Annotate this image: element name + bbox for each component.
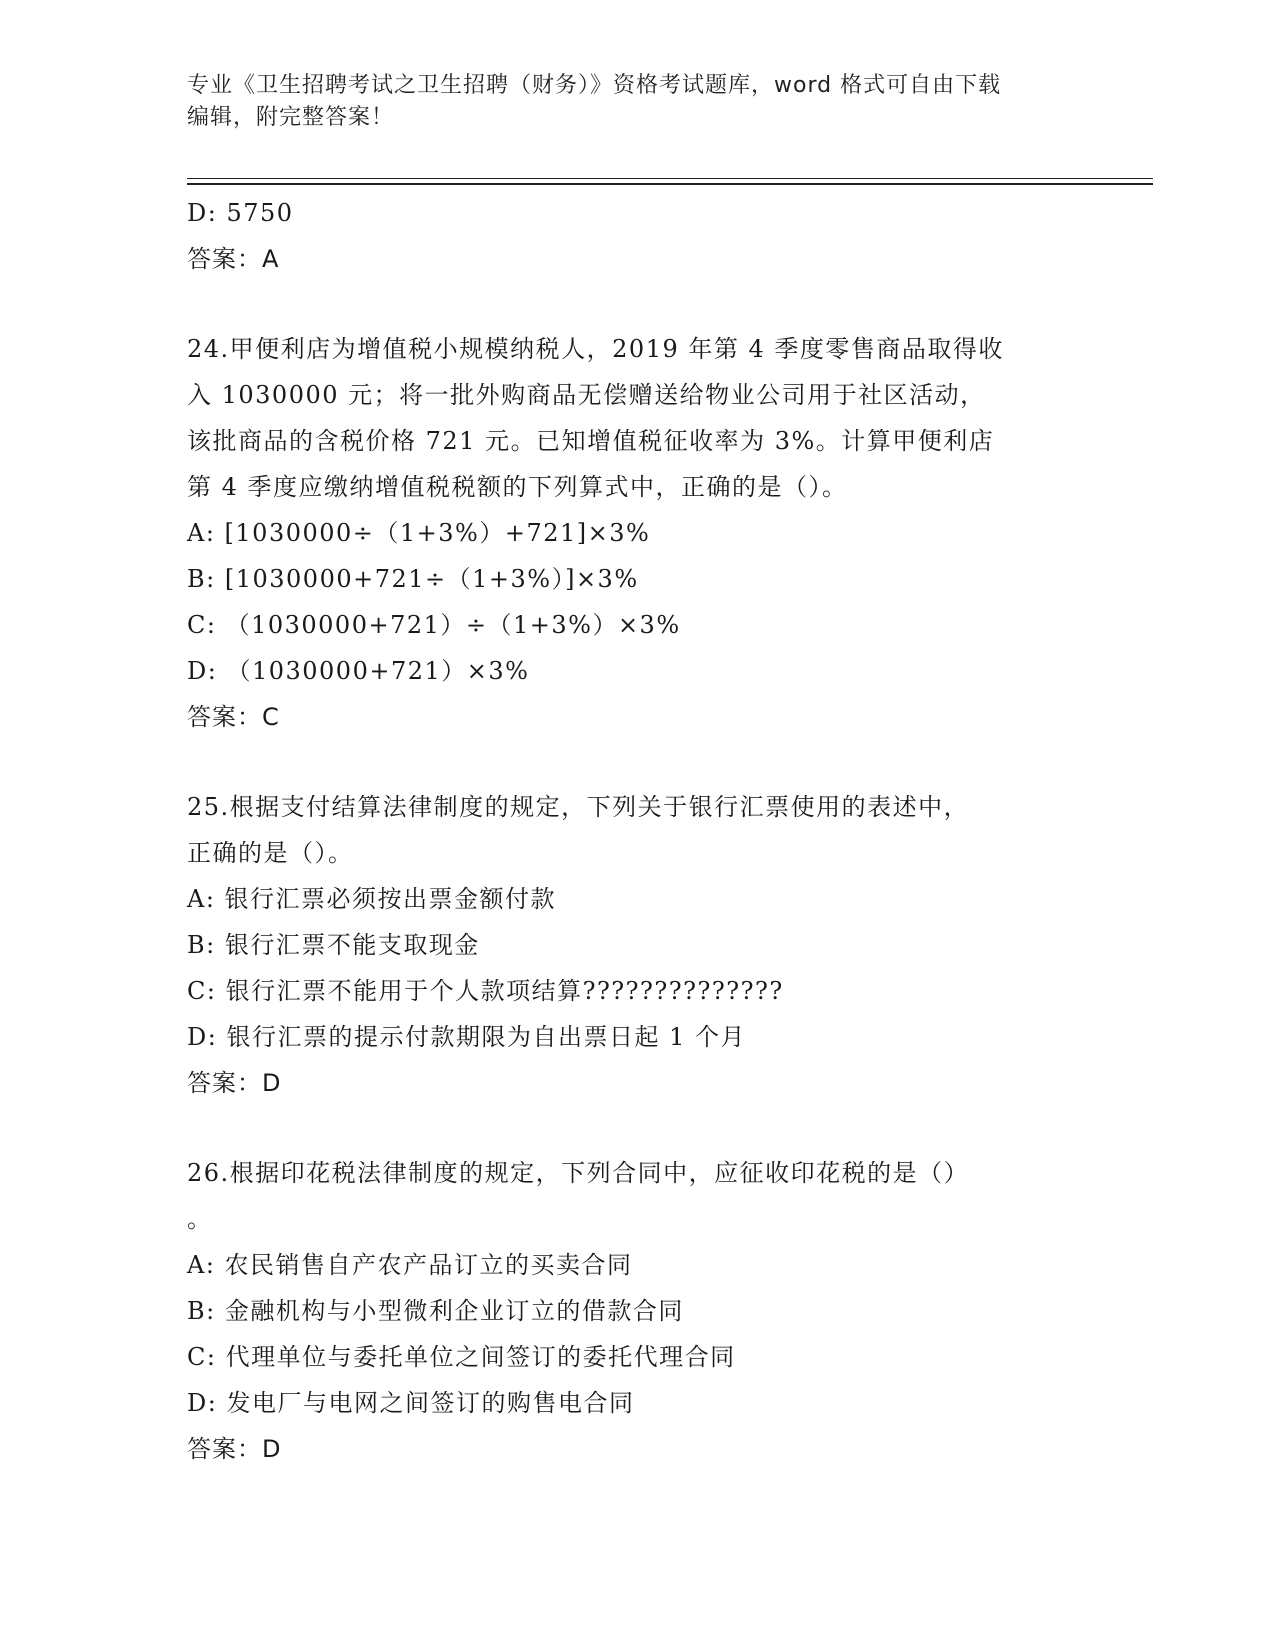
q25-answer: 答案：D <box>187 1069 282 1097</box>
q26-stem-line: 。 <box>187 1205 213 1233</box>
q26-stem-line: 26.根据印花税法律制度的规定，下列合同中，应征收印花税的是（） <box>187 1159 970 1187</box>
q26-option-a: A: 农民销售自产农产品订立的买卖合同 <box>187 1251 633 1279</box>
q25-stem-line: 正确的是（）。 <box>187 839 354 867</box>
q25-stem <box>187 784 1087 876</box>
q26-answer: 答案：D <box>187 1435 282 1463</box>
q24-stem-line: 第 4 季度应缴纳增值税税额的下列算式中，正确的是（）。 <box>187 473 848 501</box>
header-line-2: 编辑，附完整答案！ <box>187 105 395 130</box>
q24-option-a: A: [1030000÷（1+3%）+721]×3% <box>187 519 651 547</box>
q25-option-b: B: 银行汇票不能支取现金 <box>187 931 480 959</box>
q24-option-c: C: （1030000+721）÷（1+3%）×3% <box>187 611 681 639</box>
q25-option-c: C: 银行汇票不能用于个人款项结算?????????????? <box>187 977 784 1005</box>
q24-stem <box>187 326 1087 510</box>
q26-stem <box>187 1150 1087 1242</box>
header-line-1: 专业《卫生招聘考试之卫生招聘（财务）》资格考试题库，word 格式可自由下载 <box>187 73 1002 98</box>
q26-option-b: B: 金融机构与小型微利企业订立的借款合同 <box>187 1297 684 1325</box>
q24-answer: 答案：C <box>187 703 280 731</box>
q24-stem-line: 该批商品的含税价格 721 元。已知增值税征收率为 3%。计算甲便利店 <box>187 427 995 455</box>
q24-option-d: D: （1030000+721）×3% <box>187 657 530 685</box>
header-divider-thick <box>187 183 1153 185</box>
q24-option-b: B: [1030000+721÷（1+3%）]×3% <box>187 565 639 593</box>
q25-stem-line: 25.根据支付结算法律制度的规定，下列关于银行汇票使用的表述中， <box>187 793 970 821</box>
q23-answer: 答案：A <box>187 245 280 273</box>
document-header <box>187 70 1087 134</box>
q25-option-d: D: 银行汇票的提示付款期限为自出票日起 1 个月 <box>187 1023 746 1051</box>
q26-option-d: D: 发电厂与电网之间签订的购售电合同 <box>187 1389 635 1417</box>
q24-stem-line: 入 1030000 元；将一批外购商品无偿赠送给物业公司用于社区活动， <box>187 381 986 409</box>
q24-stem-line: 24.甲便利店为增值税小规模纳税人，2019 年第 4 季度零售商品取得收 <box>187 335 1004 363</box>
q23-option-d: D: 5750 <box>187 199 294 227</box>
q26-option-c: C: 代理单位与委托单位之间签订的委托代理合同 <box>187 1343 736 1371</box>
q25-option-a: A: 银行汇票必须按出票金额付款 <box>187 885 557 913</box>
header-divider-thin <box>187 178 1153 179</box>
question-content <box>187 190 1087 1472</box>
